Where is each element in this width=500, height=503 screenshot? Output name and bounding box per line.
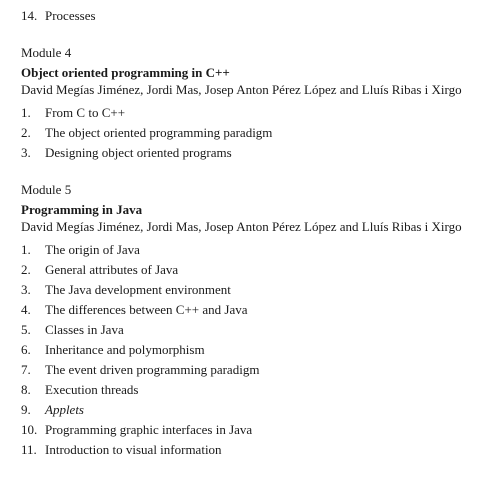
item-text: Programming graphic interfaces in Java <box>45 422 253 437</box>
item-number: 7. <box>21 362 31 377</box>
item-text: General attributes of Java <box>45 262 179 277</box>
item-text: Execution threads <box>45 382 139 397</box>
item-number: 2. <box>21 262 31 277</box>
list-item <box>21 6 481 26</box>
module-item-list <box>21 240 481 460</box>
list-item <box>21 340 481 360</box>
item-text: The Java development environment <box>45 282 231 297</box>
item-number: 4. <box>21 302 31 317</box>
module-title: Object oriented programming in C++ <box>21 65 230 80</box>
list-item <box>21 380 481 400</box>
item-number: 11. <box>21 442 37 457</box>
list-item <box>21 123 481 143</box>
list-item <box>21 260 481 280</box>
item-text: The event driven programming paradigm <box>45 362 260 377</box>
item-text: The object oriented programming paradigm <box>45 125 273 140</box>
item-text: Designing object oriented programs <box>45 145 232 160</box>
item-text: Inheritance and polymorphism <box>45 342 205 357</box>
item-text: Applets <box>45 402 84 417</box>
item-number: 5. <box>21 322 31 337</box>
list-item <box>21 320 481 340</box>
module-section <box>21 43 481 163</box>
list-item <box>21 400 481 420</box>
list-item <box>21 240 481 260</box>
module-label: Module 4 <box>21 45 72 60</box>
list-item <box>21 360 481 380</box>
table-of-contents <box>21 6 481 460</box>
list-item <box>21 143 481 163</box>
module-label: Module 5 <box>21 182 72 197</box>
item-number: 1. <box>21 105 31 120</box>
module-item-list <box>21 103 481 163</box>
list-item <box>21 280 481 300</box>
module-authors: David Megías Jiménez, Jordi Mas, Josep Anton Pérez López and Lluís Ribas i Xirgo <box>21 219 462 234</box>
item-number: 3. <box>21 145 31 160</box>
item-number: 8. <box>21 382 31 397</box>
module-authors: David Megías Jiménez, Jordi Mas, Josep Anton Pérez López and Lluís Ribas i Xirgo <box>21 82 462 97</box>
item-text: The differences between C++ and Java <box>45 302 248 317</box>
item-number: 10. <box>21 422 38 437</box>
item-number: 14. <box>21 8 38 23</box>
item-text: Processes <box>45 8 96 23</box>
item-text: The origin of Java <box>45 242 140 257</box>
list-item <box>21 300 481 320</box>
item-text: Introduction to visual information <box>45 442 222 457</box>
module-title: Programming in Java <box>21 202 143 217</box>
list-item <box>21 103 481 123</box>
item-number: 6. <box>21 342 31 357</box>
item-number: 3. <box>21 282 31 297</box>
item-text: From C to C++ <box>45 105 126 120</box>
module-section <box>21 180 481 460</box>
item-number: 1. <box>21 242 31 257</box>
item-text: Classes in Java <box>45 322 124 337</box>
item-number: 9. <box>21 402 31 417</box>
list-item <box>21 420 481 440</box>
list-item <box>21 440 481 460</box>
item-number: 2. <box>21 125 31 140</box>
